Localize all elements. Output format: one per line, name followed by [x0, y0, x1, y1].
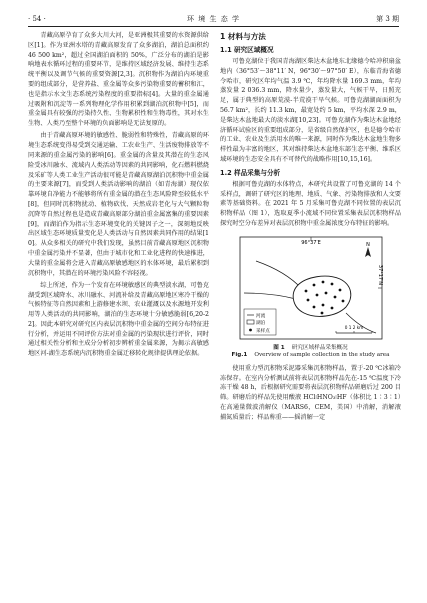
legend-lake: 湖泊 [255, 320, 265, 326]
body-paragraph: 由于青藏高原环境的敏感性、脆弱性和特殊性，青藏高原的环境生态系统变得易受到交通运输、工农业生产、生活废物排放等不同来源的重金属污染的影响[6]。重金属的含量及其潜在的生态风险受冰川融水、流域内人类活动等因素的共同影响，化石燃料燃烧及采矿等人类工业生产活动很可能是青藏高原湖泊沉积物中重金属的主要来源[7]，而受到人类活动影响的湖泊（如青海湖）现仅依靠环境自净能力不能够将所有重金属的潜在生态风险降至较低水平[8]，但同时沉积物扰动、植物砍伐、天然成岩老化与大气颗粒物沉降等自然过程也是造成青藏高原部分湖泊重金属富集的重要因素[9]，而湖泊作为指示生态环境变化的关键因子之一，深刻地反映出区域生态环境质量变化是人类活动与自然因素共同作用的结果[10]。从众多相关的研究中我们发现，虽然目前青藏高原地区沉积物中重金属污染并不显著，但由于城市化和工业化进程的快速推进，大量的重金属将会进入青藏高原敏感地区的水体环境，最后累积到沉积物中，其潜在的环境污染风险不容轻视。 [28, 132, 209, 277]
sample-point-icon [341, 299, 344, 302]
sample-point-icon [330, 282, 333, 285]
sample-point-icon [321, 303, 324, 306]
figure-label-en: Fig.1 [231, 351, 248, 358]
figure-caption-en [220, 352, 401, 359]
sample-point-icon [320, 311, 323, 314]
map-figure [236, 233, 386, 343]
subsection-heading: 1.2 样品采集与分析 [220, 168, 281, 177]
sample-point-icon [306, 298, 309, 301]
sample-point-icon [315, 293, 318, 296]
sample-point-icon [324, 291, 327, 294]
grid-label-lon: 96°37′E [300, 239, 321, 246]
sample-point-icon [312, 283, 315, 286]
figure-caption-cn [220, 345, 401, 352]
figure-title-cn: 研究区域样品采集概况 [291, 344, 348, 351]
sample-point-icon [338, 288, 341, 291]
issue-number: 第 3 期 [376, 15, 399, 23]
body-paragraph: 根据可鲁克湖的水体特点，本研究共设置了可鲁克湖的 14 个采样点，调研了研究区的地理、地质、气象、污染物排放和人文要素等基础资料。在 2021 年 5 月采集可鲁克湖不同位置的表层沉积物样品（图 1），选取夏季小流域不同位置采集表层沉积物样品探究时空分布差异对表层沉积物中重金属浓度分布特征的影响。 [220, 180, 401, 227]
journal-name: 环 境 生 态 学 [187, 15, 240, 23]
sample-point-icon [333, 295, 336, 298]
section-heading: 1 材料与方法 [220, 32, 266, 41]
header-rule [28, 26, 399, 27]
legend-sample: 采样点 [255, 328, 270, 334]
left-column [28, 31, 209, 361]
page-number: · 54 · [28, 15, 46, 23]
sample-point-icon [330, 306, 333, 309]
map-legend [244, 309, 276, 335]
running-header [28, 13, 399, 25]
sample-point-icon [304, 289, 307, 292]
sample-point-icon [312, 305, 315, 308]
body-paragraph: 可鲁克湖位于我国青海湖区柴达木盆地东北缘德令哈冲积扇盆地内（36°53′～38°11′ N，96°30′～97°50′ E），东临青海省德令哈市，研究区年均气温 3.9 ℃，年均降水量 169.3 mm，年均蒸发量 2 036.3 mm，降水量少，蒸发量大，气候干旱，日照充足，属于典型的高原荒漠-半荒漠干旱气候。可鲁克湖湖面面积为 56.7 km²，长约 11.3 km，最宽处约 5 km，平均水深 2.9 m，是柴达木盆地最大的淡水湖[10,23]。可鲁克湖作为柴达木盆地经济循环试验区的重要组成部分，是省级自然保护区，也是德令哈市的工业、农业及生活用水的唯一来源，同时作为柴达木盆地生物多样性最为丰富的地区，其对维持柴达木盆地东部生态平衡、维系区域环境的生态安全具有不可替代的战略作用[10,15,16]。 [220, 58, 401, 163]
study-area-map [236, 233, 386, 343]
body-paragraph: 使用重力型沉积物采泥器采集沉积物样品，置于-20 ℃冰箱冷冻保存。在室内分析测试前将表层沉积物样品先在-15 ℃温度下冷冻干燥 48 h，后根据研究需要将表层沉积物样品研磨后过 200 目筛。研磨后的样品先使用酸液 HCl∶HNO₃∶HF（体积比 1∶3∶1）在高通量微波消解仪（MARS6，CEM，美国）中消解，消解液捕氮质量后；样品称重——摇消解一定 [220, 364, 401, 421]
legend-river: 河流 [255, 313, 265, 319]
body-paragraph: 综上所述，作为一个发育在环境敏感区的典型淡水湖，可鲁克湖受到区域降水、冰川融水、河流补给及青藏高原地区寒冷干燥的气候特征等自然因素和上游修建水坝、农业灌溉以及水源地开发利用等人类活动的共同影响，湖泊的生态环境十分敏感脆弱[6,20-22]。因此本研究对研究区内表层沉积物中重金属的空间分布特征进行分析，并运用不同评价方法对重金属的污染现状进行评价，同时通过相关性分析和主成分分析初步辨析重金属来源，为揭示高敏感地区河-湖生态系统内沉积物重金属迁移转化规律提供理论依据。 [28, 281, 209, 358]
grid-label-lat: 37°17′N [376, 264, 383, 285]
body-paragraph: 青藏高原孕育了众多大川大河，是亚洲极其重要的水资源供给区[1]。作为亚洲水塔的青藏高原发育了众多湖泊，湖泊总面积约 46 500 km²，超过全国湖泊面积的 50%，广泛分布的湖泊是影响地表水循环过程的重要环节，是维持区域经济发展、维持生态系统平衡以及调节气候的重要资源[2,3]。沉积物作为湖泊内环境重要的组成部分，是营养盐、重金属等众多污染物重要的蓄积和汇，也是指示水文生态系统污染程度的重要指标[4]。大量的重金属通过吸附和沉淀等一系列物理化学作用积累到湖泊沉积物中[5]，而重金属具有较强的污染持久性、生物累积性和生物毒性，其对水生生物、人类乃至整个环境的负面影响是无法复原的。 [28, 32, 209, 128]
subsection-heading: 1.1 研究区域概况 [220, 46, 274, 54]
north-label: N [365, 241, 370, 248]
right-column [220, 31, 401, 425]
figure-label-cn: 图 1 [273, 344, 285, 351]
scale-label: 0 1 2 km [344, 324, 363, 330]
figure-title-en: Overview of sample collection in the study area [254, 351, 390, 358]
sample-point-icon [321, 280, 324, 283]
